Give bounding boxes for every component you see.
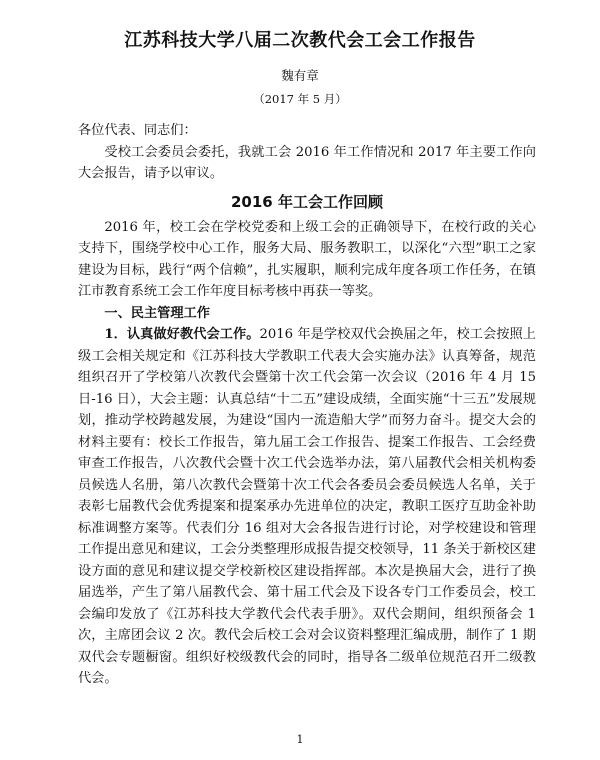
salutation: 各位代表、同志们：: [78, 123, 197, 138]
subsection-title: 一、民主管理工作: [104, 305, 210, 321]
author-name: 魏有章: [281, 68, 319, 83]
intro-paragraph: 受校工会委员会委托，我就工会 2016 年工作情况和 2017 年主要工作向大会报告，请予以审议。: [78, 144, 536, 181]
item1-paragraph: [78, 324, 536, 690]
section-title: 2016 年工会工作回顾: [231, 192, 383, 211]
report-date: （2017 年 5 月）: [253, 92, 347, 106]
page-number: 1: [296, 733, 304, 746]
item1-body: 2016 年是学校双代会换届之年，校工会按照上级工会相关规定和《江苏科技大学教职工代表大会实施办法》认真筹备，规范组织召开了学校第八次教代会暨第十次工代会第一次会议（2016 年 4 月 15 日-16 日），大会主题：认真总结“十二五”建设成绩，全面实施“十三五”发展规划，推动学校跨越发展，为建设“国内一流造船大学”而努力奋斗。提交大会的材料主要有：校长工作报告，第九届工会工作报告、提案工作报告、工会经费审查工作报告，八次教代会暨十次工代会选举办法，第八届教代会相关机构委员候选人名册，第八次教代会暨第十次工代会各委员会委员候选人名单，关于表彰七届教代会优秀提案和提案承办先进单位的决定，教职工医疗互助金补助标准调整方案等。代表们分 16 组对大会各报告进行讨论，对学校建设和管理工作提出意见和建议，工会分类整理形成报告提交校领导，11 条关于新校区建设方面的意见和建议提交学校新校区建设指挥部。本次是换届大会，进行了换届选举，产生了第八届教代会、第十届工代会及下设各专门工作委员会，校工会编印发放了《江苏科技大学教代会代表手册》。双代会期间，组织预备会 1 次，主席团会议 2 次。教代会后校工会对会议资料整理汇编成册，制作了 1 期双代会专题橱窗。组织好校级教代会的同时，指导各二级单位规范召开二级教代会。: [78, 327, 536, 686]
report-body: [78, 120, 536, 690]
item1-lead: 1．认真做好教代会工作。: [104, 327, 260, 342]
section-paragraph: 2016 年，校工会在学校党委和上级工会的正确领导下，在校行政的关心支持下，围绕学校中心工作，服务大局、服务教职工，以深化“六型”职工之家建设为目标，践行“两个信赖”，扎实履职，顺利完成年度各项工作任务，在镇江市教育系统工会工作年度目标考核中再获一等奖。: [78, 219, 536, 299]
report-title: 江苏科技大学八届二次教代会工会工作报告: [124, 30, 476, 51]
